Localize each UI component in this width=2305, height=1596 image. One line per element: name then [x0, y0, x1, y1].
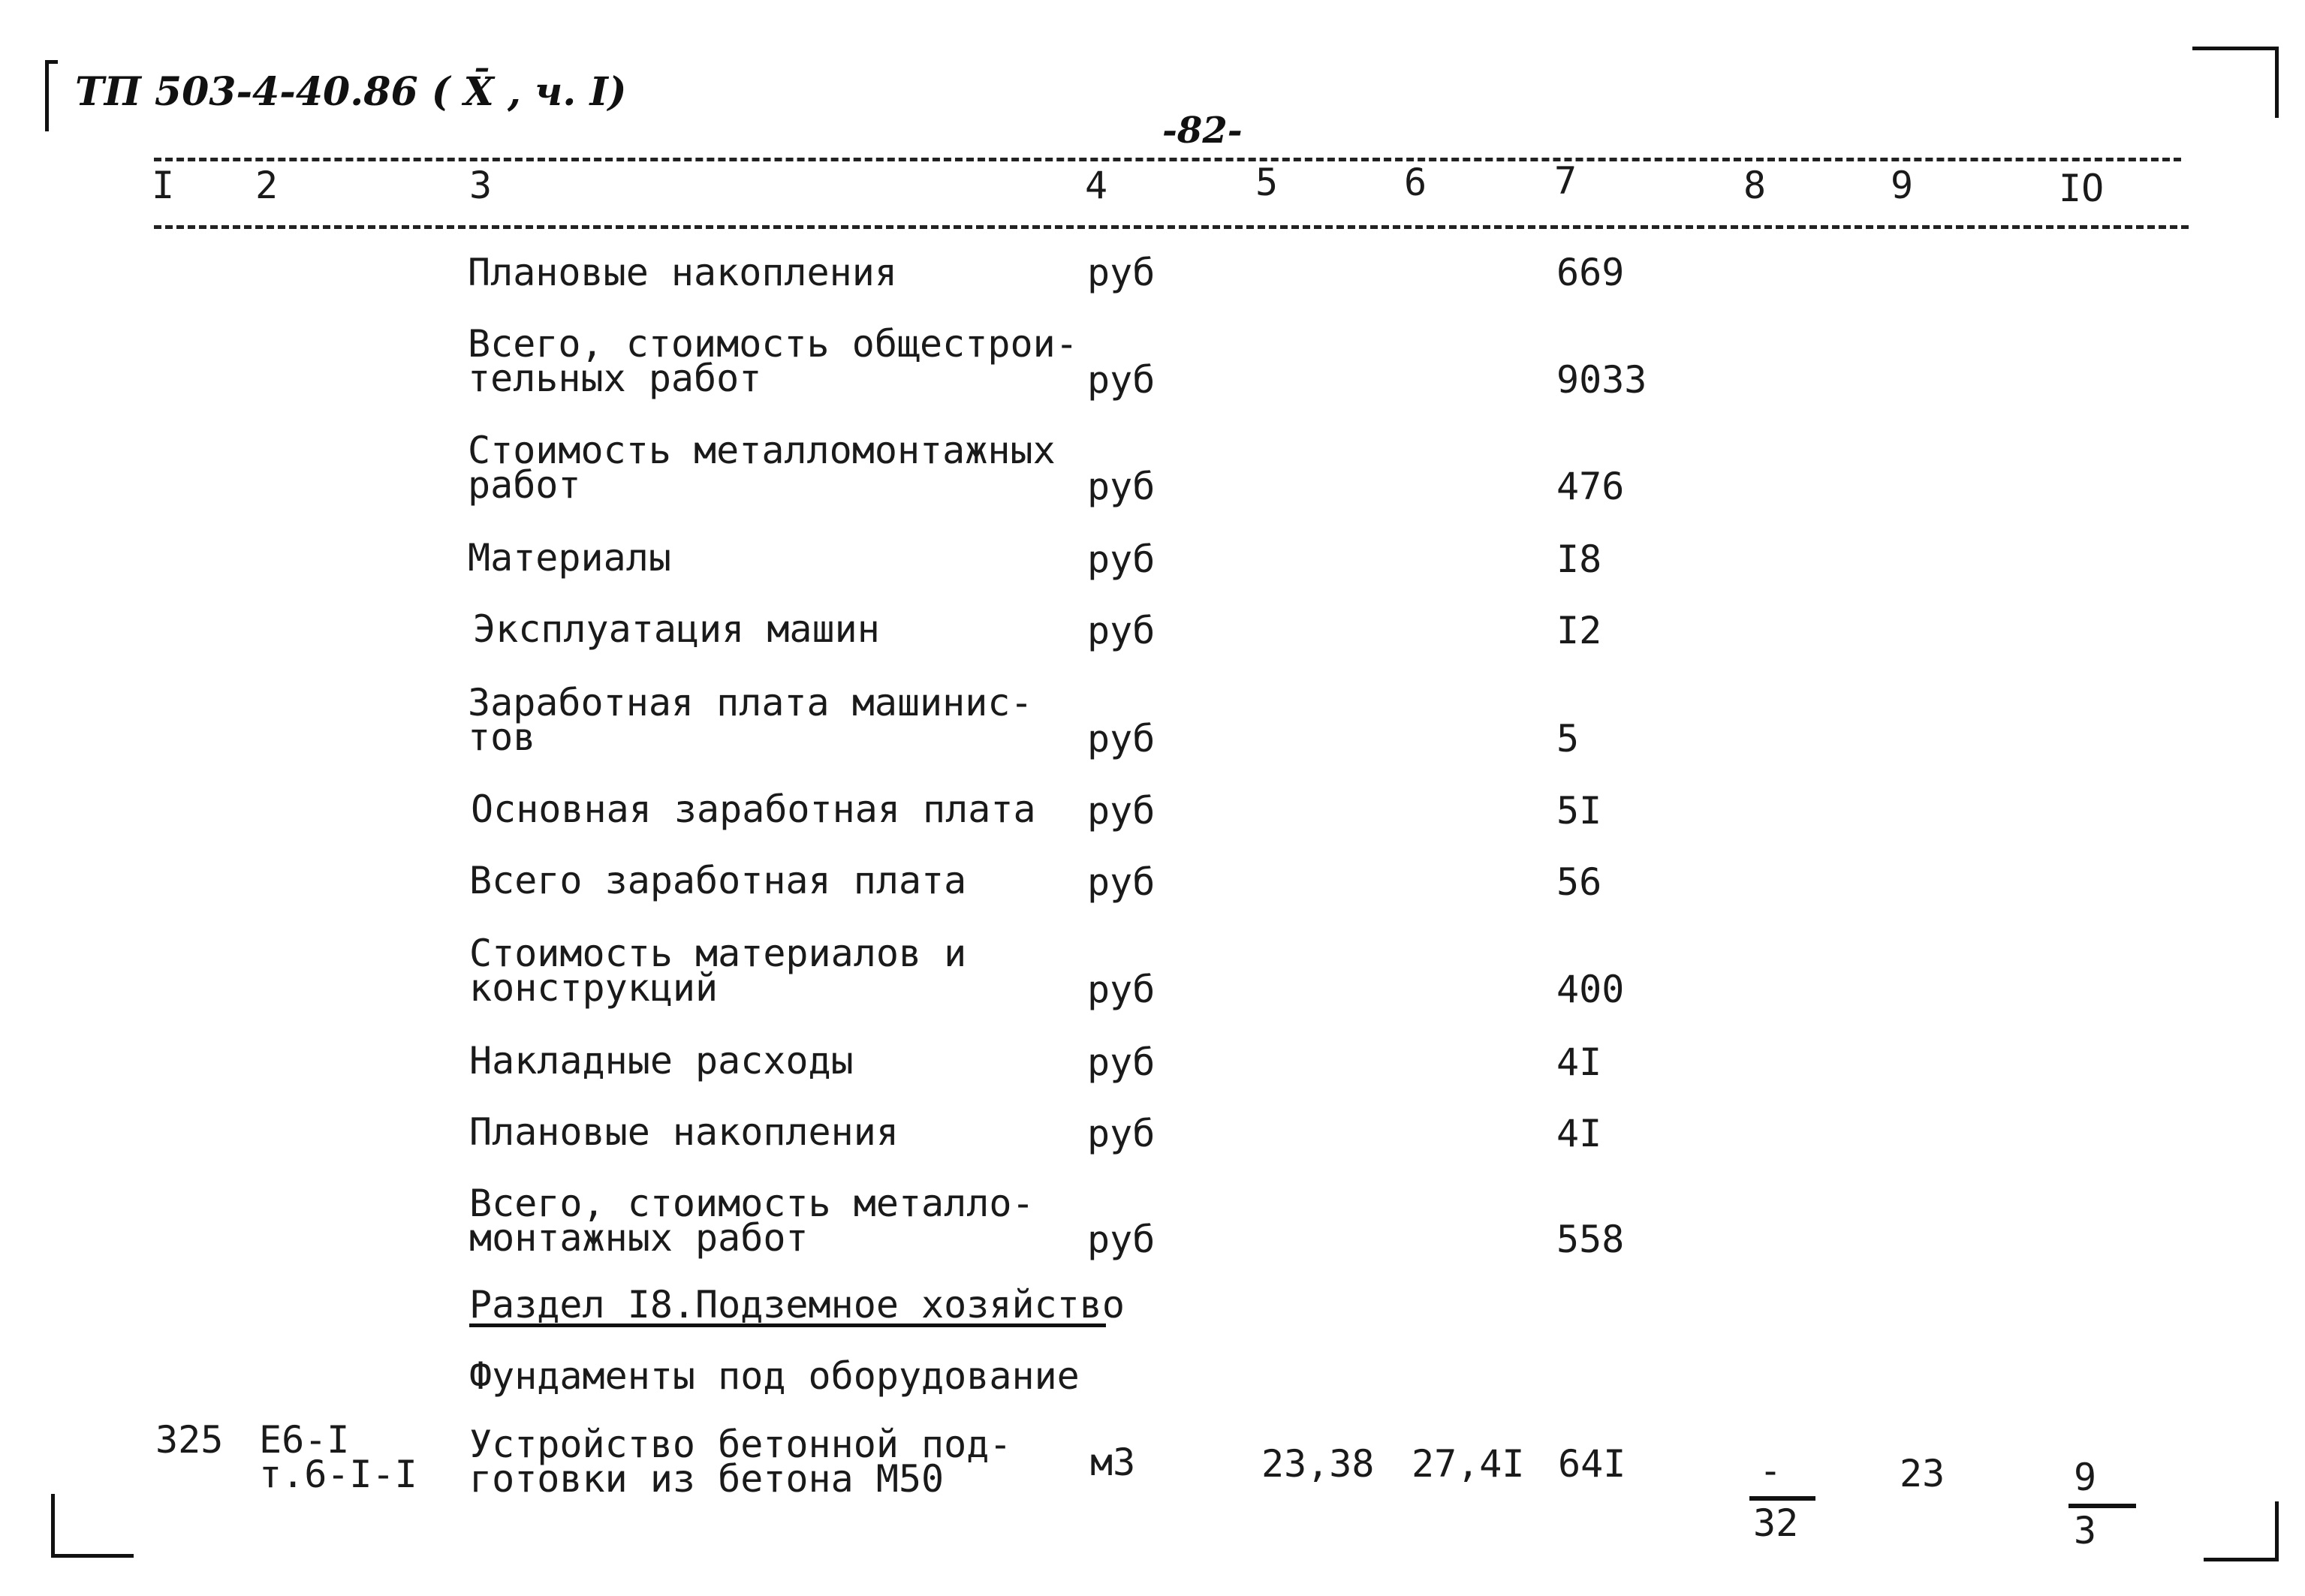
header-rule-bottom: [154, 225, 2189, 229]
column-header-9: 9: [1891, 164, 1914, 207]
column-header-10: IO: [2059, 167, 2105, 210]
item-name-line: готовки из бетона М50: [469, 1457, 945, 1501]
item-name-line: Устройство бетонной под-: [469, 1423, 1012, 1466]
column-header-2: 2: [255, 164, 279, 207]
row-unit: руб: [1087, 609, 1156, 652]
row-value-col7: 5I: [1556, 789, 1602, 833]
column-header-3: 3: [469, 164, 493, 207]
item-value-col9: 23: [1900, 1452, 1945, 1495]
row-name-line: Стоимость металломонтажных: [468, 429, 1056, 472]
row-name-line: тельных работ: [468, 357, 762, 400]
row-value-col7: 56: [1556, 860, 1602, 904]
row-unit: руб: [1087, 1040, 1156, 1084]
row-unit: руб: [1087, 1218, 1156, 1261]
row-name-line: Плановые накопления: [468, 251, 897, 294]
frame-corner-bottom-left: [51, 1494, 134, 1558]
row-name-line: монтажных работ: [469, 1216, 809, 1260]
item-value-col5: 23,38: [1261, 1442, 1375, 1486]
column-header-5: 5: [1255, 161, 1279, 204]
item-col10-fraction-bar: [2068, 1504, 2136, 1508]
item-number: 325: [155, 1418, 224, 1462]
item-value-col7: 64I: [1558, 1442, 1626, 1486]
column-header-6: 6: [1404, 161, 1427, 204]
row-value-col7: 400: [1556, 968, 1625, 1011]
header-rule-top: [154, 158, 2181, 161]
row-unit: руб: [1087, 538, 1156, 581]
subsection-title: Фундаменты под оборудование: [469, 1354, 1080, 1398]
row-name-line: Эксплуатация машин: [473, 607, 880, 651]
row-name-line: Основная заработная плата: [471, 787, 1036, 831]
row-unit: руб: [1087, 717, 1156, 760]
item-code-line: Е6-I: [259, 1418, 350, 1462]
frame-corner-top-left: [45, 60, 58, 131]
item-col8-numerator: -: [1759, 1449, 1782, 1492]
row-unit: руб: [1087, 860, 1156, 904]
row-value-col7: 4I: [1556, 1040, 1602, 1084]
row-value-col7: 4I: [1556, 1112, 1602, 1155]
item-col10-numerator: 9: [2074, 1456, 2097, 1499]
column-header-7: 7: [1554, 159, 1577, 203]
row-value-col7: 9033: [1556, 358, 1647, 402]
row-unit: руб: [1087, 1112, 1156, 1155]
section-title: Раздел I8.Подземное хозяйство: [469, 1283, 1125, 1326]
row-value-col7: 558: [1556, 1218, 1625, 1261]
row-name-line: Накладные расходы: [469, 1039, 854, 1083]
row-name-line: Всего, стоимость металло-: [469, 1182, 1035, 1225]
item-unit: м3: [1090, 1441, 1136, 1484]
row-value-col7: 5: [1556, 717, 1580, 760]
row-unit: руб: [1087, 251, 1156, 294]
row-name-line: Заработная плата машинис-: [468, 681, 1033, 724]
column-header-8: 8: [1743, 164, 1767, 207]
row-name-line: работ: [468, 463, 581, 507]
row-value-col7: 669: [1556, 251, 1625, 294]
row-value-col7: 476: [1556, 465, 1625, 508]
item-col8-fraction-bar: [1749, 1496, 1815, 1501]
column-header-4: 4: [1085, 164, 1108, 207]
document-code: ТП 503-4-40.86 ( X̄ , ч. I): [75, 69, 627, 115]
row-name-line: Всего, стоимость общестрои-: [468, 322, 1078, 366]
row-name-line: Плановые накопления: [469, 1110, 899, 1154]
row-unit: руб: [1087, 358, 1156, 402]
row-unit: руб: [1087, 789, 1156, 833]
item-col10-denominator: 3: [2074, 1509, 2097, 1552]
row-value-col7: I2: [1556, 609, 1602, 652]
item-col8-denominator: 32: [1753, 1501, 1799, 1545]
row-name-line: Всего заработная плата: [469, 859, 967, 902]
row-name-line: Стоимость материалов и: [469, 932, 967, 975]
row-name-line: Материалы: [468, 536, 671, 580]
row-unit: руб: [1087, 968, 1156, 1011]
row-name-line: конструкций: [469, 966, 719, 1010]
column-header-1: I: [152, 164, 175, 207]
row-name-line: тов: [468, 715, 536, 759]
item-value-col6: 27,4I: [1412, 1442, 1525, 1486]
row-value-col7: I8: [1556, 538, 1602, 581]
frame-corner-bottom-right: [2204, 1501, 2279, 1561]
item-code-line: т.6-I-I: [259, 1453, 417, 1496]
frame-corner-top-right: [2192, 47, 2279, 118]
row-unit: руб: [1087, 465, 1156, 508]
page-number: -82-: [1162, 110, 1243, 152]
